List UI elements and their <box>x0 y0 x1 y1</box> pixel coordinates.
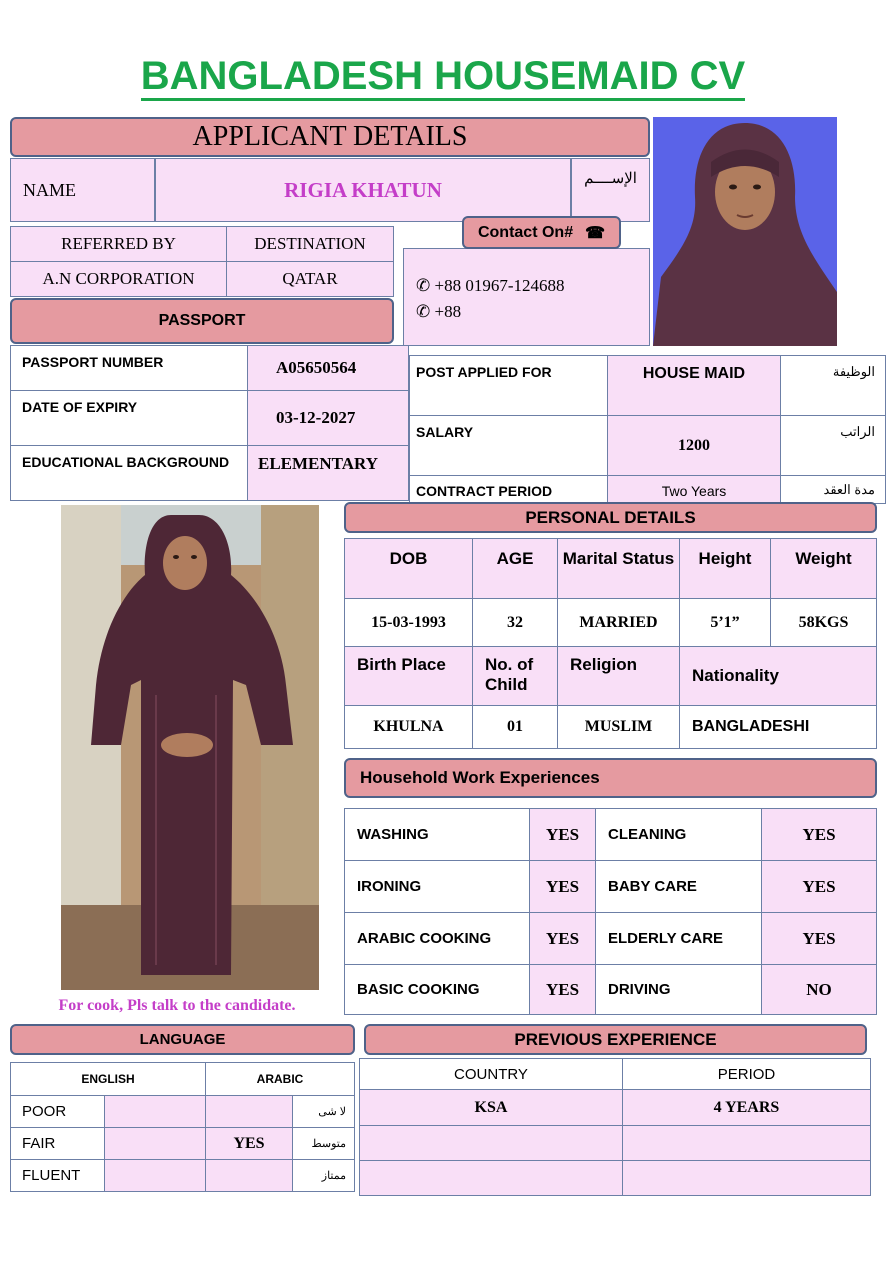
dob-label: DOB <box>345 539 473 599</box>
household-task-value: NO <box>762 965 877 1015</box>
religion-label: Religion <box>558 647 680 706</box>
language-level: FAIR <box>11 1128 105 1160</box>
arabic-level-value: YES <box>206 1128 293 1160</box>
referred-by-label: REFERRED BY <box>11 227 227 262</box>
applicant-portrait <box>653 117 837 346</box>
contract-period-label: CONTRACT PERIOD <box>410 476 608 504</box>
post-applied-value: HOUSE MAID <box>608 356 781 416</box>
expiry-value: 03-12-2027 <box>248 391 409 446</box>
marital-status-label: Marital Status <box>558 539 680 599</box>
salary-value: 1200 <box>608 416 781 476</box>
experience-period <box>623 1126 871 1161</box>
arabic-column-header: ARABIC <box>206 1063 355 1096</box>
english-level-value <box>105 1160 206 1192</box>
personal-details-table-2 <box>344 646 877 749</box>
household-task-value: YES <box>530 965 596 1015</box>
english-column-header: ENGLISH <box>11 1063 206 1096</box>
full-photo-image <box>61 505 319 990</box>
applicant-details-header <box>10 117 650 157</box>
household-table <box>344 808 877 1015</box>
name-value: RIGIA KHATUN <box>155 158 571 222</box>
contact-header-label: Contact On# <box>477 223 574 241</box>
period-column-header: PERIOD <box>623 1059 871 1090</box>
height-value: 5’1” <box>680 599 771 647</box>
household-task: IRONING <box>345 861 530 913</box>
household-task-value: YES <box>762 809 877 861</box>
previous-experience-label: PREVIOUS EXPERIENCE <box>514 1029 717 1049</box>
age-label: AGE <box>473 539 558 599</box>
mobile-icon: ✆ <box>416 276 431 295</box>
marital-status-value: MARRIED <box>558 599 680 647</box>
household-task-value: YES <box>530 809 596 861</box>
education-label: EDUCATIONAL BACKGROUND <box>11 446 248 501</box>
expiry-label: DATE OF EXPIRY <box>11 391 248 446</box>
country-column-header: COUNTRY <box>360 1059 623 1090</box>
arabic-level-label: متوسط <box>293 1128 355 1160</box>
weight-value: 58KGS <box>771 599 877 647</box>
contact-box <box>403 248 650 346</box>
language-level: POOR <box>11 1096 105 1128</box>
salary-label: SALARY <box>410 416 608 476</box>
portrait-image <box>653 117 837 346</box>
language-level: FLUENT <box>11 1160 105 1192</box>
arabic-level-label: ممتاز <box>293 1160 355 1192</box>
household-task-value: YES <box>762 861 877 913</box>
household-task: DRIVING <box>596 965 762 1015</box>
no-of-child-value: 01 <box>473 706 558 749</box>
experience-country <box>360 1126 623 1161</box>
household-task: BABY CARE <box>596 861 762 913</box>
passport-table <box>10 345 409 501</box>
household-header <box>344 758 877 798</box>
language-table <box>10 1062 355 1192</box>
personal-details-table <box>344 538 877 647</box>
english-level-value <box>105 1128 206 1160</box>
applicant-details-label: APPLICANT DETAILS <box>192 121 468 152</box>
arabic-level-label: لا شى <box>293 1096 355 1128</box>
previous-experience-table <box>359 1058 871 1196</box>
previous-experience-header <box>364 1024 867 1055</box>
arabic-level-value <box>206 1160 293 1192</box>
experience-period: 4 YEARS <box>623 1090 871 1126</box>
experience-country: KSA <box>360 1090 623 1126</box>
household-task: ELDERLY CARE <box>596 913 762 965</box>
dob-value: 15-03-1993 <box>345 599 473 647</box>
nationality-value: BANGLADESHI <box>680 706 877 749</box>
english-level-value <box>105 1096 206 1128</box>
phone-1-value: +88 01967-124688 <box>434 276 565 295</box>
personal-details-label: PERSONAL DETAILS <box>525 507 696 527</box>
weight-label: Weight <box>771 539 877 599</box>
referral-table <box>10 226 394 297</box>
name-label: NAME <box>10 158 155 222</box>
education-value: ELEMENTARY <box>248 446 409 501</box>
arabic-level-value <box>206 1096 293 1128</box>
destination-value: QATAR <box>227 262 394 297</box>
mobile-icon: ✆ <box>416 302 431 321</box>
household-task: CLEANING <box>596 809 762 861</box>
experience-country <box>360 1161 623 1196</box>
birth-place-label: Birth Place <box>345 647 473 706</box>
page-title-text: BANGLADESH HOUSEMAID CV <box>141 54 745 101</box>
contract-arabic-label: مدة العقد <box>781 476 886 504</box>
no-of-child-label: No. of Child <box>473 647 558 706</box>
household-task: BASIC COOKING <box>345 965 530 1015</box>
salary-arabic-label: الراتب <box>781 416 886 476</box>
contact-header <box>462 216 621 249</box>
job-table <box>409 355 886 504</box>
household-header-label: Household Work Experiences <box>360 768 600 787</box>
post-applied-label: POST APPLIED FOR <box>410 356 608 416</box>
language-header <box>10 1024 355 1055</box>
household-task-value: YES <box>762 913 877 965</box>
destination-label: DESTINATION <box>227 227 394 262</box>
passport-number-label: PASSPORT NUMBER <box>11 346 248 391</box>
language-header-label: LANGUAGE <box>139 1031 226 1048</box>
household-task: ARABIC COOKING <box>345 913 530 965</box>
page-title <box>0 50 886 104</box>
personal-details-header <box>344 502 877 533</box>
age-value: 32 <box>473 599 558 647</box>
passport-header <box>10 298 394 344</box>
referred-by-value: A.N CORPORATION <box>11 262 227 297</box>
phone-icon: ☎ <box>585 224 606 242</box>
applicant-full-photo <box>61 505 319 990</box>
post-arabic-label: الوظيفة <box>781 356 886 416</box>
photo-note: For cook, Pls talk to the candidate. <box>58 997 296 1014</box>
phone-2-value: +88 <box>434 302 462 321</box>
name-arabic-label: الإســــم <box>571 158 650 222</box>
religion-value: MUSLIM <box>558 706 680 749</box>
experience-period <box>623 1161 871 1196</box>
contract-period-value: Two Years <box>608 476 781 504</box>
birth-place-value: KHULNA <box>345 706 473 749</box>
household-task-value: YES <box>530 861 596 913</box>
household-task: WASHING <box>345 809 530 861</box>
household-task-value: YES <box>530 913 596 965</box>
passport-header-label: PASSPORT <box>158 312 246 329</box>
passport-number-value: A05650564 <box>248 346 409 391</box>
nationality-label: Nationality <box>680 647 877 706</box>
contact-phone-2 <box>416 302 461 322</box>
contact-phone-1 <box>416 276 565 296</box>
height-label: Height <box>680 539 771 599</box>
